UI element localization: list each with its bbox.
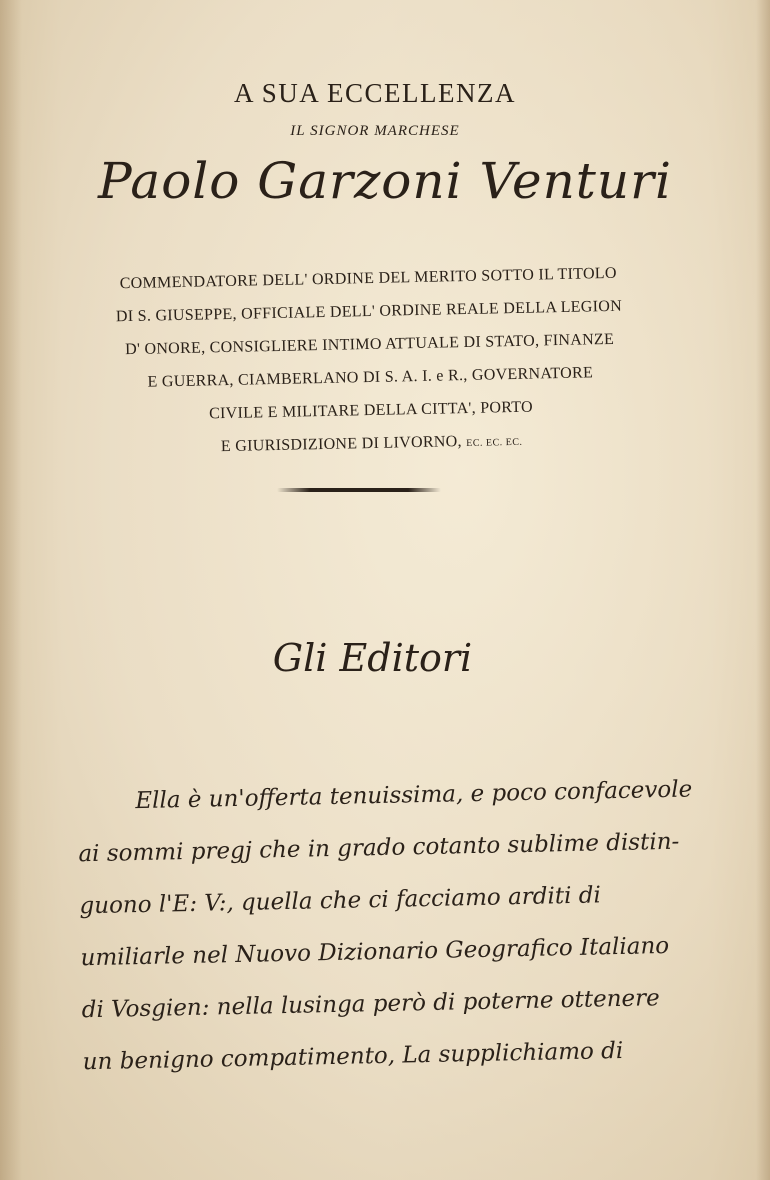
dedication-header (0, 78, 740, 210)
body-text (77, 764, 693, 1088)
signature-heading: Gli Editori (272, 636, 473, 680)
body-line: Ella è un'offerta tenuissima, e poco confacevole (135, 776, 693, 815)
body-line: di Vosgien: nella lusinga però di poterne ottenere (81, 985, 661, 1024)
dedication-line-1: A SUA ECCELLENZA (233, 78, 516, 108)
title-line: CIVILE E MILITARE DELLA CITTA', PORTO (208, 398, 534, 423)
dedicatee-titles (58, 256, 682, 469)
title-last-text: E GIURISDIZIONE DI LIVORNO, (220, 433, 463, 456)
title-line: DI S. GIUSEPPE, OFFICIALE DELL' ORDINE REALE DELLA LEGION (115, 297, 623, 326)
dedicatee-name: Paolo Garzoni Venturi (98, 152, 672, 210)
title-line: E GUERRA, CIAMBERLANO DI S. A. I. e R., GOVERNATORE (147, 364, 594, 391)
page-edge-right (756, 0, 770, 1180)
body-line: guono l'E: V:, quella che ci facciamo arditi di (79, 882, 602, 920)
title-line: D' ONORE, CONSIGLIERE INTIMO ATTUALE DI STATO, FINANZE (124, 330, 615, 359)
dedication-line-2: IL SIGNOR MARCHESE (290, 123, 460, 139)
body-line: ai sommi pregj che in grado cotanto sublime distin- (78, 828, 680, 868)
body-line: umiliarle nel Nuovo Dizionario Geografico Italiano (80, 932, 670, 972)
title-line: COMMENDATORE DELL' ORDINE DEL MERITO SOTTO IL TITOLO (119, 264, 617, 293)
divider-rule (277, 488, 441, 492)
title-etc: EC. EC. EC. (466, 436, 523, 450)
body-line: un benigno compatimento, La supplichiamo di (82, 1037, 624, 1076)
